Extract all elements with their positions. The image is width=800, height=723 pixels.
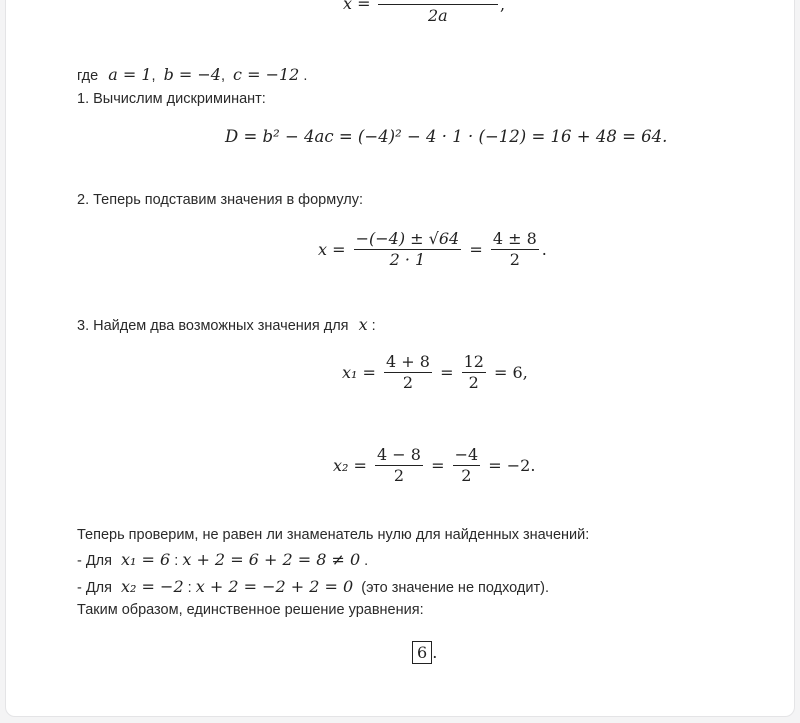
check-line2-expr: x + 2 = −2 + 2 = 0	[195, 577, 354, 596]
x2-den1: 2	[393, 466, 405, 485]
top-formula	[343, 0, 371, 13]
x2-lhs: x₂ =	[333, 456, 367, 475]
top-fraction-bar	[378, 4, 498, 5]
step1-label: 1. Вычислим дискриминант:	[77, 91, 266, 107]
top-formula-comma: ,	[500, 0, 506, 14]
step3-label-prefix: 3. Найдем два возможных значения для	[77, 318, 349, 334]
x2-result: = −2.	[488, 456, 536, 475]
where-c: c = −12	[233, 65, 300, 84]
check-intro: Теперь проверим, не равен ли знаменатель нулю для найденных значений:	[77, 527, 590, 543]
step3-label-suffix: :	[371, 318, 376, 334]
x2-den2: 2	[461, 466, 472, 485]
step2-fraction2	[491, 229, 539, 270]
check-line2-colon: :	[187, 580, 192, 596]
x2-formula	[333, 445, 535, 486]
x2-num1: 4 − 8	[377, 445, 421, 464]
where-prefix: где	[77, 68, 99, 84]
x1-lhs: x₁ =	[342, 363, 376, 382]
step2-end: .	[541, 240, 547, 259]
where-sep1: ,	[151, 68, 156, 84]
step2-fraction1	[354, 229, 462, 270]
check-line2-var: x₂ = −2	[121, 577, 184, 596]
check-line2-prefix: - Для	[77, 580, 112, 596]
x1-formula	[342, 352, 528, 393]
x1-fraction2	[462, 352, 486, 393]
check-line1-expr: x + 2 = 6 + 2 = 8 ≠ 0	[182, 550, 361, 569]
step2-lhs: x =	[318, 240, 346, 259]
x1-fraction1	[384, 352, 432, 393]
step3-var: x	[358, 315, 368, 334]
check-line1-prefix: - Для	[77, 553, 112, 569]
step2-den1: 2 · 1	[389, 250, 426, 269]
where-line	[77, 65, 307, 84]
x1-num2: 12	[463, 352, 484, 371]
step3-label	[77, 315, 376, 334]
answer-end: .	[432, 643, 438, 662]
where-a: a = 1	[108, 65, 152, 84]
x1-equals: =	[440, 363, 454, 382]
top-formula-denominator: 2a	[428, 6, 448, 25]
step2-num1: −(−4) ± √64	[355, 229, 460, 248]
x2-equals: =	[431, 456, 445, 475]
quadratic-formula	[318, 229, 547, 270]
top-formula-lhs: x =	[343, 0, 371, 13]
x1-num1: 4 + 8	[386, 352, 430, 371]
step2-num2: 4 ± 8	[492, 229, 537, 248]
conclusion: Таким образом, единственное решение уравнения:	[77, 602, 424, 618]
x1-den1: 2	[402, 373, 414, 392]
where-sep2: ,	[220, 68, 225, 84]
check-line1-end: .	[364, 553, 369, 569]
x1-den2: 2	[468, 373, 479, 392]
final-answer	[412, 641, 437, 664]
where-end: .	[303, 68, 308, 84]
answer-box: 6	[412, 641, 432, 664]
check-line1-var: x₁ = 6	[121, 550, 171, 569]
check-line2	[77, 577, 549, 596]
step2-den2: 2	[509, 250, 520, 269]
check-line1	[77, 550, 368, 569]
x2-num2: −4	[454, 445, 479, 464]
where-b: b = −4	[163, 65, 221, 84]
x1-result: = 6,	[494, 363, 528, 382]
check-line1-colon: :	[174, 553, 179, 569]
step2-equals: =	[469, 240, 483, 259]
check-line2-note: (это значение не подходит).	[361, 580, 549, 596]
step2-label: 2. Теперь подставим значения в формулу:	[77, 192, 364, 208]
x2-fraction1	[375, 445, 423, 486]
discriminant-formula: D = b² − 4ac = (−4)² − 4 · 1 · (−12) = 16 + 48 = 64.	[225, 127, 668, 146]
x2-fraction2	[453, 445, 481, 486]
